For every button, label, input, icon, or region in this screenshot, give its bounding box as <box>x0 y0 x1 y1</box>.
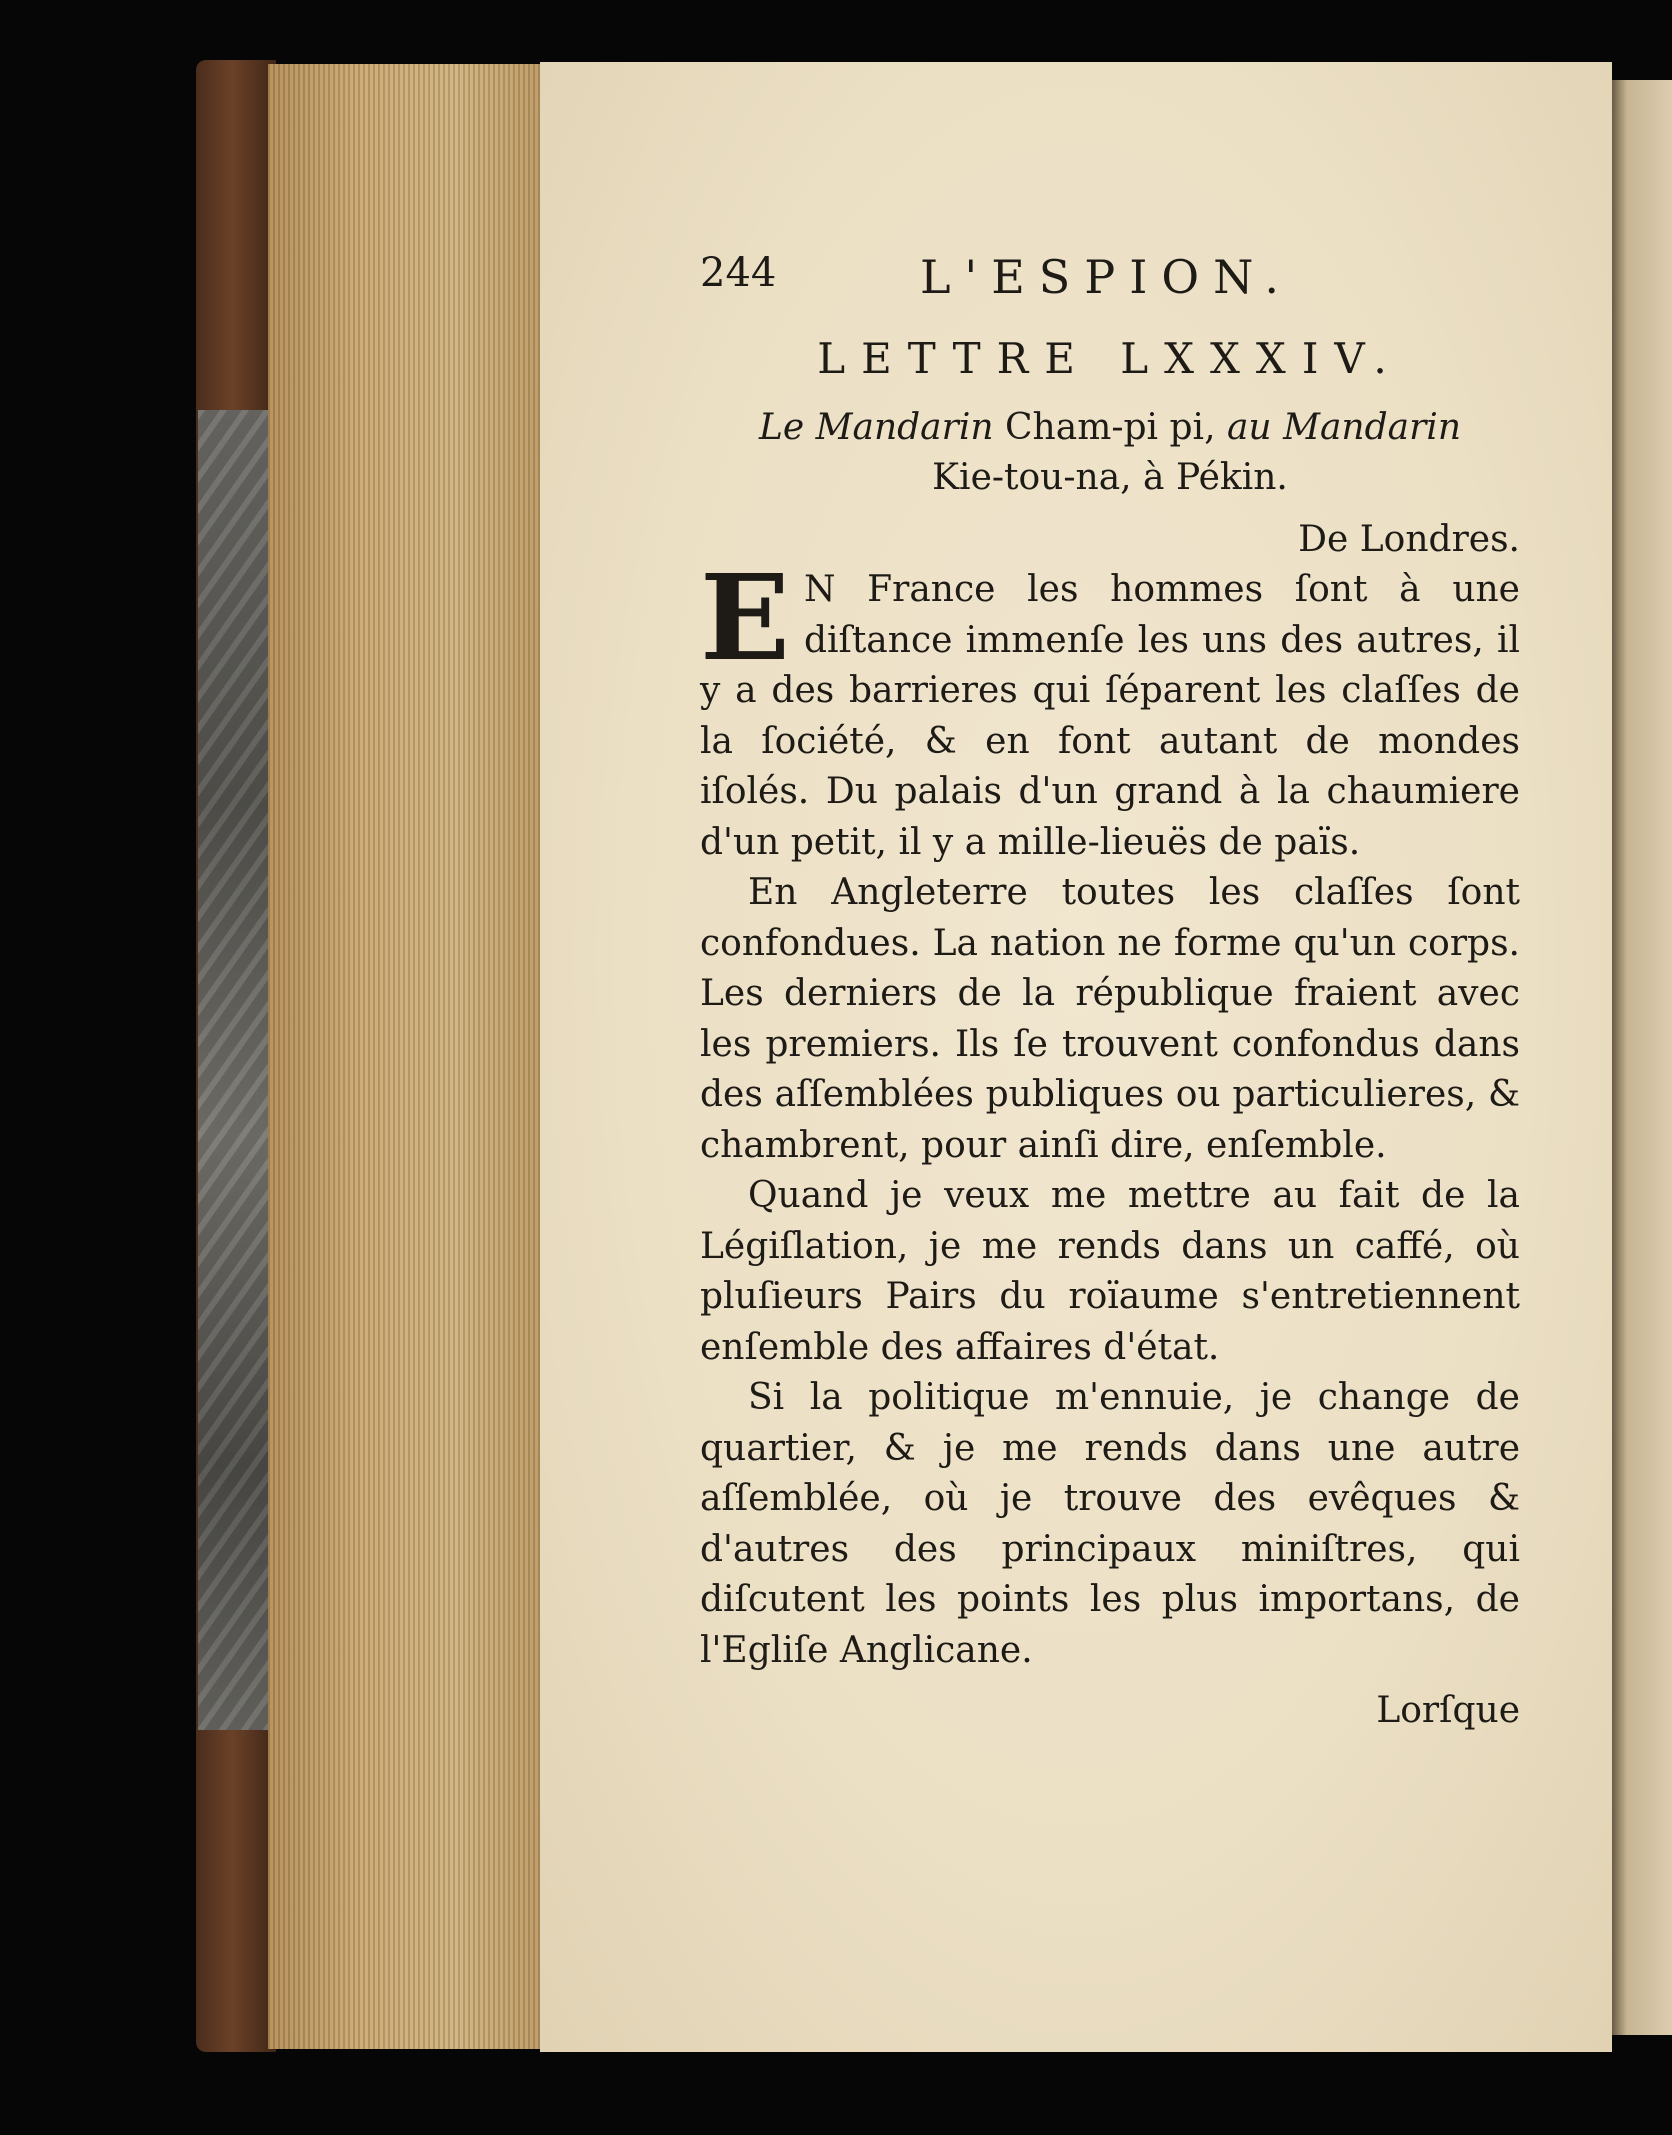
addressee-title: Le Mandarin <box>758 407 994 448</box>
page-number: 244 <box>700 250 777 296</box>
running-title: L'ESPION. <box>920 250 1294 304</box>
addressee-preposition: au <box>1226 407 1272 448</box>
paragraph-4: Si la politique m'ennuie, je change de quartier, & je me rends dans une autre aſſemblée, où je trouve des evêques & d'autres des principaux miniſtres, qui diſcutent les points les plus importans, de l'Egliſe Anglicane. <box>700 1377 1520 1671</box>
paragraph-2: En Angleterre toutes les claſſes ſont confondues. La nation ne forme qu'un corps. Les derniers de la république fraient avec les premiers. Ils ſe trouvent confondus dans des aſſemblées publiques ou particulieres, & chambrent, pour ainſi dire, enſemble. <box>700 872 1520 1166</box>
sender-name: Cham-pi pi, <box>1005 407 1216 448</box>
page-text <box>700 250 1520 1736</box>
dateline: De Londres. <box>1298 519 1520 560</box>
paragraph-1 <box>700 548 1520 868</box>
marbled-cover-edge <box>198 410 274 1730</box>
addressee-line-1 <box>700 403 1520 453</box>
paragraph-1-text: N France les hommes ſont à une diſtance immenſe les uns des autres, il y a des barrieres qui ſéparent les claſſes de la ſociété, & en font autant de mondes iſolés. Du palais d'un grand à la chaumiere d'un petit, il y a mille-lieuës de païs. <box>700 569 1520 863</box>
facing-page-edge <box>1612 80 1672 2035</box>
page-edges <box>268 64 540 2049</box>
recipient-title: Mandarin <box>1283 407 1462 448</box>
running-head <box>700 250 1520 316</box>
drop-capital: E <box>700 548 790 687</box>
addressee <box>700 403 1520 503</box>
paragraph-3: Quand je veux me mettre au fait de la Légiſlation, je me rends dans un caffé, où pluſieurs Pairs du roïaume s'entretiennent enſemble des affaires d'état. <box>700 1175 1520 1368</box>
addressee-line-2: Kie-tou-na, à Pékin. <box>932 457 1288 498</box>
letter-title: LETTRE LXXXIV. <box>817 334 1403 383</box>
catchword: Lorſque <box>1376 1690 1520 1731</box>
